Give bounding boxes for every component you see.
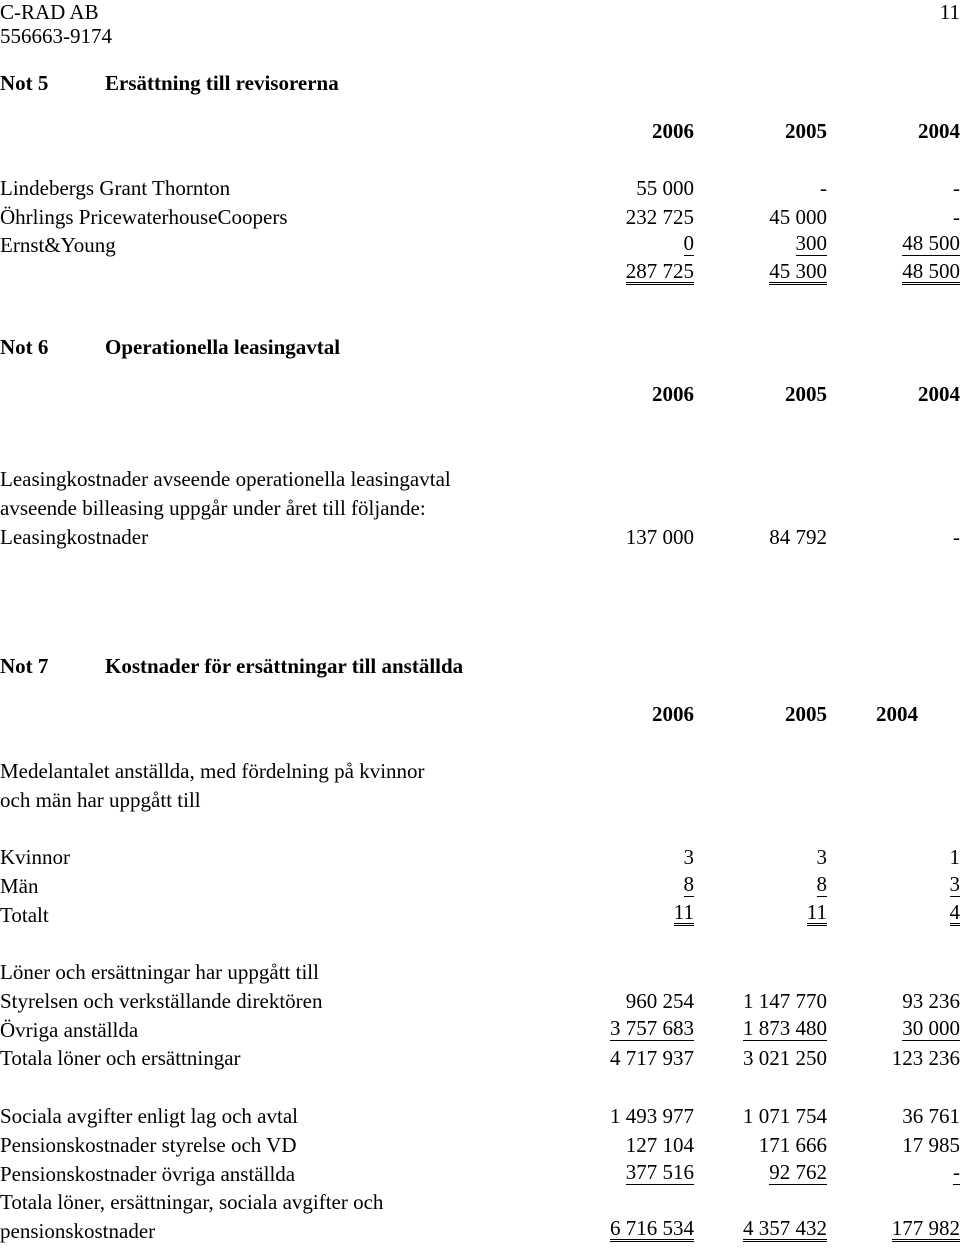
- year-2005: 2005: [785, 702, 827, 726]
- company-name: C-RAD AB: [0, 0, 99, 24]
- note7-year-header: [0, 700, 960, 728]
- row-label: Pensionskostnader övriga anställda: [0, 1162, 296, 1186]
- value-2005: 1 071 754: [743, 1104, 827, 1128]
- row-label: Pensionskostnader styrelse och VD: [0, 1133, 297, 1157]
- row-label: Män: [0, 874, 39, 898]
- note7-intro: [0, 786, 960, 814]
- table-row: [0, 523, 960, 551]
- total-2006: 287 725: [625, 259, 694, 283]
- value-2004: -: [953, 176, 960, 200]
- year-2006: 2006: [652, 119, 694, 143]
- value-2006: 377 516: [625, 1160, 694, 1184]
- year-2004: 2004: [918, 119, 960, 143]
- year-2005: 2005: [785, 382, 827, 406]
- value-2006: 127 104: [625, 1133, 694, 1157]
- value-2006: 960 254: [625, 989, 694, 1013]
- value-2004: 30 000: [902, 1016, 960, 1040]
- value-2005: 300: [795, 231, 827, 255]
- value-2006: 3 757 683: [610, 1016, 694, 1040]
- year-2006: 2006: [652, 702, 694, 726]
- row-label: pensionskostnader: [0, 1219, 156, 1243]
- table-row: [0, 1160, 960, 1188]
- note6-heading: [0, 333, 960, 361]
- year-2004: 2004: [876, 702, 918, 726]
- table-row: [0, 231, 960, 259]
- grand-total-row: [0, 1217, 960, 1245]
- row-label: Kvinnor: [0, 845, 70, 869]
- value-2005: 92 762: [769, 1160, 827, 1184]
- total-row: [0, 901, 960, 929]
- table-row: [0, 987, 960, 1015]
- value-2005: 3: [816, 845, 827, 869]
- year-2004: 2004: [918, 382, 960, 406]
- table-row: [0, 1131, 960, 1159]
- value-2004: 123 236: [891, 1046, 960, 1070]
- note7-heading: [0, 652, 960, 680]
- row-label: Sociala avgifter enligt lag och avtal: [0, 1104, 298, 1128]
- total-2004: 48 500: [902, 259, 960, 283]
- value-2006: 8: [683, 872, 694, 896]
- text-line: Totala löner, ersättningar, sociala avgifter och: [0, 1190, 384, 1214]
- company-header: [0, 0, 112, 48]
- text-line: Löner och ersättningar har uppgått till: [0, 960, 319, 984]
- note6-title: Operationella leasingavtal: [105, 335, 341, 359]
- text-line: Leasingkostnader avseende operationella leasingavtal: [0, 467, 451, 491]
- total-2006: 11: [673, 900, 694, 924]
- value-2005: 45 000: [769, 205, 827, 229]
- note7-number: Not 7: [0, 654, 49, 678]
- value-2004: 3: [949, 872, 960, 896]
- total-2005: 4 357 432: [743, 1216, 827, 1240]
- note6-year-header: [0, 380, 960, 408]
- table-row: [0, 843, 960, 871]
- note6-number: Not 6: [0, 335, 49, 359]
- table-row: [0, 203, 960, 231]
- value-2005: 1 873 480: [743, 1016, 827, 1040]
- row-label: Styrelsen och verkställande direktören: [0, 989, 323, 1013]
- table-row: [0, 872, 960, 900]
- salaries-heading: [0, 958, 960, 986]
- value-2005: 84 792: [769, 525, 827, 549]
- total-2004: 4: [949, 900, 960, 924]
- value-2004: -: [953, 525, 960, 549]
- row-label: Leasingkostnader: [0, 525, 149, 549]
- note7-title: Kostnader för ersättningar till anställda: [105, 654, 464, 678]
- value-2004: 48 500: [902, 231, 960, 255]
- value-2004: -: [953, 205, 960, 229]
- note7-intro: [0, 757, 960, 785]
- org-number: 556663-9174: [0, 24, 112, 48]
- value-2005: 1 147 770: [743, 989, 827, 1013]
- note5-year-header: [0, 117, 960, 145]
- page-number: 11: [939, 0, 960, 24]
- value-2005: 8: [816, 872, 827, 896]
- note5-heading: [0, 69, 960, 97]
- value-2005: -: [820, 176, 827, 200]
- value-2006: 4 717 937: [610, 1046, 694, 1070]
- row-label: Övriga anställda: [0, 1018, 139, 1042]
- year-2006: 2006: [652, 382, 694, 406]
- text-line: Medelantalet anställda, med fördelning på kvinnor: [0, 759, 425, 783]
- value-2004: 1: [949, 845, 960, 869]
- row-label: Totala löner och ersättningar: [0, 1046, 241, 1070]
- value-2005: 171 666: [758, 1133, 827, 1157]
- note5-title: Ersättning till revisorerna: [105, 71, 339, 95]
- note6-text: [0, 465, 960, 493]
- value-2004: 36 761: [902, 1104, 960, 1128]
- value-2006: 0: [683, 231, 694, 255]
- total-2005: 11: [806, 900, 827, 924]
- table-row: [0, 1016, 960, 1044]
- note6-text: [0, 494, 960, 522]
- value-2006: 232 725: [625, 205, 694, 229]
- row-label: Lindebergs Grant Thornton: [0, 176, 231, 200]
- table-row: [0, 1044, 960, 1072]
- row-label: Ernst&Young: [0, 233, 116, 257]
- grand-total-label: [0, 1188, 960, 1216]
- row-label: Öhrlings PricewaterhouseCoopers: [0, 205, 288, 229]
- value-2004: 17 985: [902, 1133, 960, 1157]
- row-label: Totalt: [0, 903, 49, 927]
- text-line: och män har uppgått till: [0, 788, 201, 812]
- table-row: [0, 174, 960, 202]
- value-2006: 137 000: [625, 525, 694, 549]
- total-2004: 177 982: [891, 1216, 960, 1240]
- total-2005: 45 300: [769, 259, 827, 283]
- note5-number: Not 5: [0, 71, 49, 95]
- value-2006: 1 493 977: [610, 1104, 694, 1128]
- value-2006: 55 000: [636, 176, 694, 200]
- total-row: [0, 260, 960, 288]
- total-2006: 6 716 534: [610, 1216, 694, 1240]
- value-2006: 3: [683, 845, 694, 869]
- value-2004: -: [953, 1160, 960, 1184]
- text-line: avseende billeasing uppgår under året till följande:: [0, 496, 426, 520]
- table-row: [0, 1102, 960, 1130]
- value-2004: 93 236: [902, 989, 960, 1013]
- value-2005: 3 021 250: [743, 1046, 827, 1070]
- year-2005: 2005: [785, 119, 827, 143]
